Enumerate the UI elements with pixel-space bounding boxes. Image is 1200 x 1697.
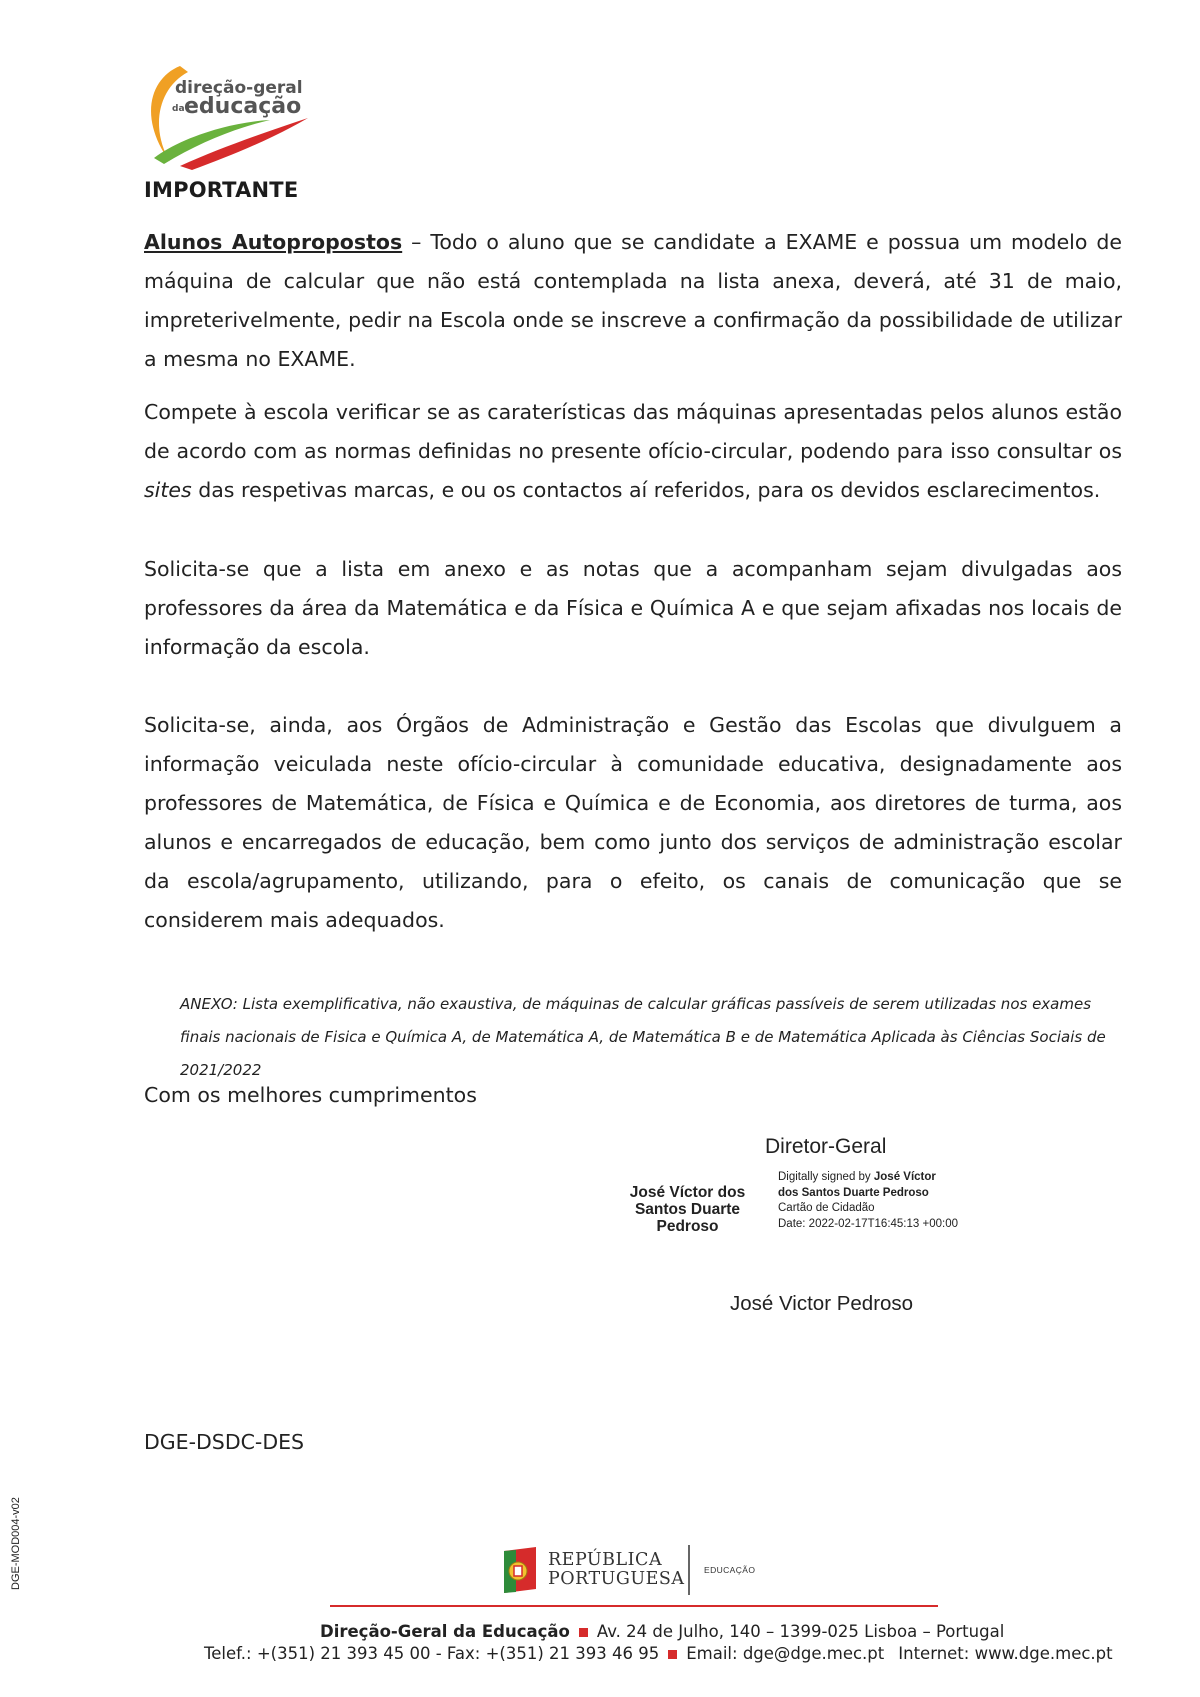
sites-italic: sites: [144, 478, 192, 502]
paragraph-community-disclosure: Solicita-se, ainda, aos Órgãos de Administração e Gestão das Escolas que divulguem a informação veiculada neste ofício-circular à comunidade educativa, designadamente aos professores de Matemática, de Física e Química e de Economia, aos diretores de turma, aos alunos e encarregados de educação, bem como junto dos serviços de administração escolar da escola/agrupamento, utilizando, para o efeito, os canais de comunicação que se considerem mais adequados.: [144, 713, 1122, 932]
footer-phones: Telef.: +(351) 21 393 45 00 - Fax: +(351) 21 393 46 95: [204, 1644, 660, 1663]
portuguesa-text: PORTUGUESA: [548, 1569, 685, 1589]
signed-by-prefix: Digitally signed by: [778, 1171, 874, 1183]
footer-email: Email: dge@dge.mec.pt: [686, 1644, 885, 1663]
coat-of-arms-icon: [500, 1545, 540, 1597]
footer-address: Av. 24 de Julho, 140 – 1399-025 Lisboa – Portugal: [596, 1622, 1005, 1641]
logo-text-line2: educação: [184, 94, 302, 119]
school-verification-text-b: das respetivas marcas, e ou os contactos aí referidos, para os devidos esclarecimentos.: [191, 478, 1101, 502]
logo-divider: [688, 1545, 690, 1595]
signed-by-name: José Víctor dos Santos Duarte Pedroso: [778, 1171, 936, 1199]
logo-text-small: da: [172, 104, 185, 114]
closing-greeting: Com os melhores cumprimentos: [144, 1083, 477, 1107]
certificate-line: Cartão de Cidadão: [778, 1202, 875, 1214]
school-verification-text-a: Compete à escola verificar se as caraterísticas das máquinas apresentadas pelos alunos estão de acordo com as normas definidas no presente ofício-circular, podendo para isso consultar os: [144, 400, 1122, 463]
autopropostos-label: Alunos Autopropostos: [144, 230, 403, 254]
autopropostos-text: – Todo o aluno que se candidate a EXAME e possua um modelo de máquina de calcular que não está contemplada na lista anexa, deverá, até 31 de maio, impreterivelmente, pedir na Escola onde se inscreve a confirmação da possibilidade de utilizar a mesma no EXAME.: [144, 230, 1122, 371]
signed-by-line: [778, 1170, 958, 1201]
footer-address-line: [320, 1622, 1004, 1641]
red-square-icon: [668, 1650, 677, 1659]
footer-website: Internet: www.dge.mec.pt: [898, 1644, 1113, 1663]
red-square-icon: [579, 1628, 588, 1637]
footer-org-name: Direção-Geral da Educação: [320, 1622, 570, 1641]
republica-portuguesa-text: [548, 1551, 685, 1589]
department-label: EDUCAÇÃO: [704, 1565, 756, 1575]
logo-text-line1: direção-geral: [175, 78, 303, 98]
dge-logo-text: [140, 58, 320, 178]
annex-note: ANEXO: Lista exemplificativa, não exaustiva, de máquinas de calcular gráficas passíveis de serem utilizadas nos exames finais nacionais de Fisica e Química A, de Matemática A, de Matemática B e de Matemática Aplicada às Ciências Sociais de 2021/2022: [180, 995, 1106, 1079]
footer-divider: [330, 1605, 938, 1607]
dge-logo: [140, 58, 320, 178]
document-reference: DGE-DSDC-DES: [144, 1430, 305, 1454]
signer-printed-name: José Victor Pedroso: [730, 1292, 914, 1315]
important-heading: IMPORTANTE: [144, 178, 299, 202]
signature-date: Date: 2022-02-17T16:45:13 +00:00: [778, 1217, 958, 1230]
footer-contact-line: [204, 1644, 1113, 1663]
director-general-title: Diretor-Geral: [765, 1135, 887, 1158]
republica-text: REPÚBLICA: [548, 1550, 663, 1570]
paragraph-school-verification: [144, 393, 1122, 510]
republica-portuguesa-logo: [500, 1545, 770, 1603]
signer-name: José Víctor dos Santos Duarte Pedroso: [629, 1184, 746, 1235]
paragraph-autopropostos: [144, 223, 1122, 379]
digital-signature-details: [778, 1170, 958, 1232]
paragraph-list-disclosure: Solicita-se que a lista em anexo e as notas que a acompanham sejam divulgadas aos professores da área da Matemática e da Física e Química A e que sejam afixadas nos locais de informação da escola.: [144, 557, 1122, 659]
form-code: DGE-MOD004-v02: [10, 1497, 22, 1590]
